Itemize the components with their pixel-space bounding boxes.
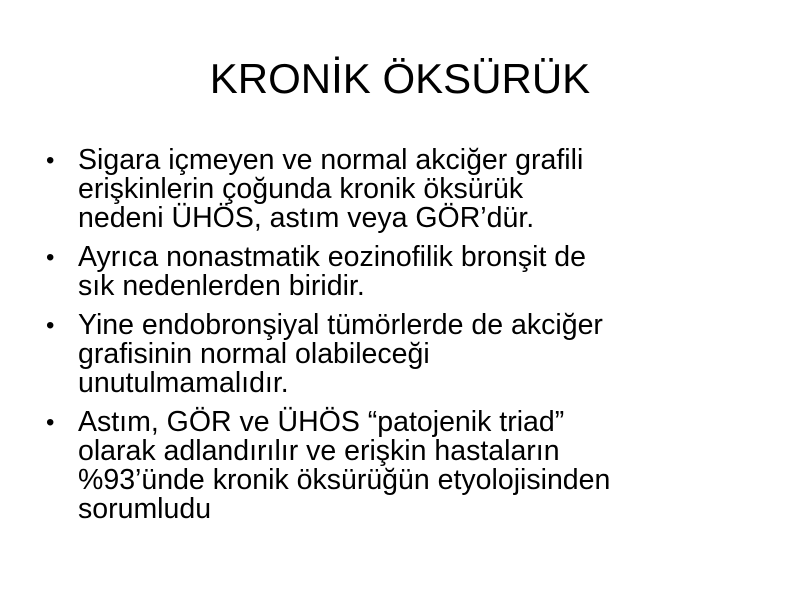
slide-title: KRONİK ÖKSÜRÜK — [209, 55, 591, 102]
bullet-item-1 — [46, 146, 766, 233]
bullet-text: Ayrıca nonastmatik eozinofilik bronşit de sık nedenlerden biridir. — [78, 241, 586, 302]
bullet-item-4 — [46, 408, 766, 524]
bullet-list — [46, 146, 766, 534]
bullet-text: Astım, GÖR ve ÜHÖS “patojenik triad” olarak adlandırılır ve erişkin hastaların %93’ünde kronik öksürüğün etyolojisinden sorumludu — [78, 406, 611, 525]
bullet-icon: • — [46, 147, 55, 174]
bullet-icon: • — [46, 409, 55, 436]
bullet-item-3 — [46, 311, 766, 398]
bullet-icon: • — [46, 312, 55, 339]
bullet-item-2 — [46, 243, 766, 301]
bullet-text: Yine endobronşiyal tümörlerde de akciğer grafisinin normal olabileceği unutulmamalıdır. — [78, 309, 603, 399]
bullet-text: Sigara içmeyen ve normal akciğer grafili erişkinlerin çoğunda kronik öksürük nedeni ÜHÖS, astım veya GÖR’dür. — [78, 144, 584, 234]
bullet-icon: • — [46, 244, 55, 271]
